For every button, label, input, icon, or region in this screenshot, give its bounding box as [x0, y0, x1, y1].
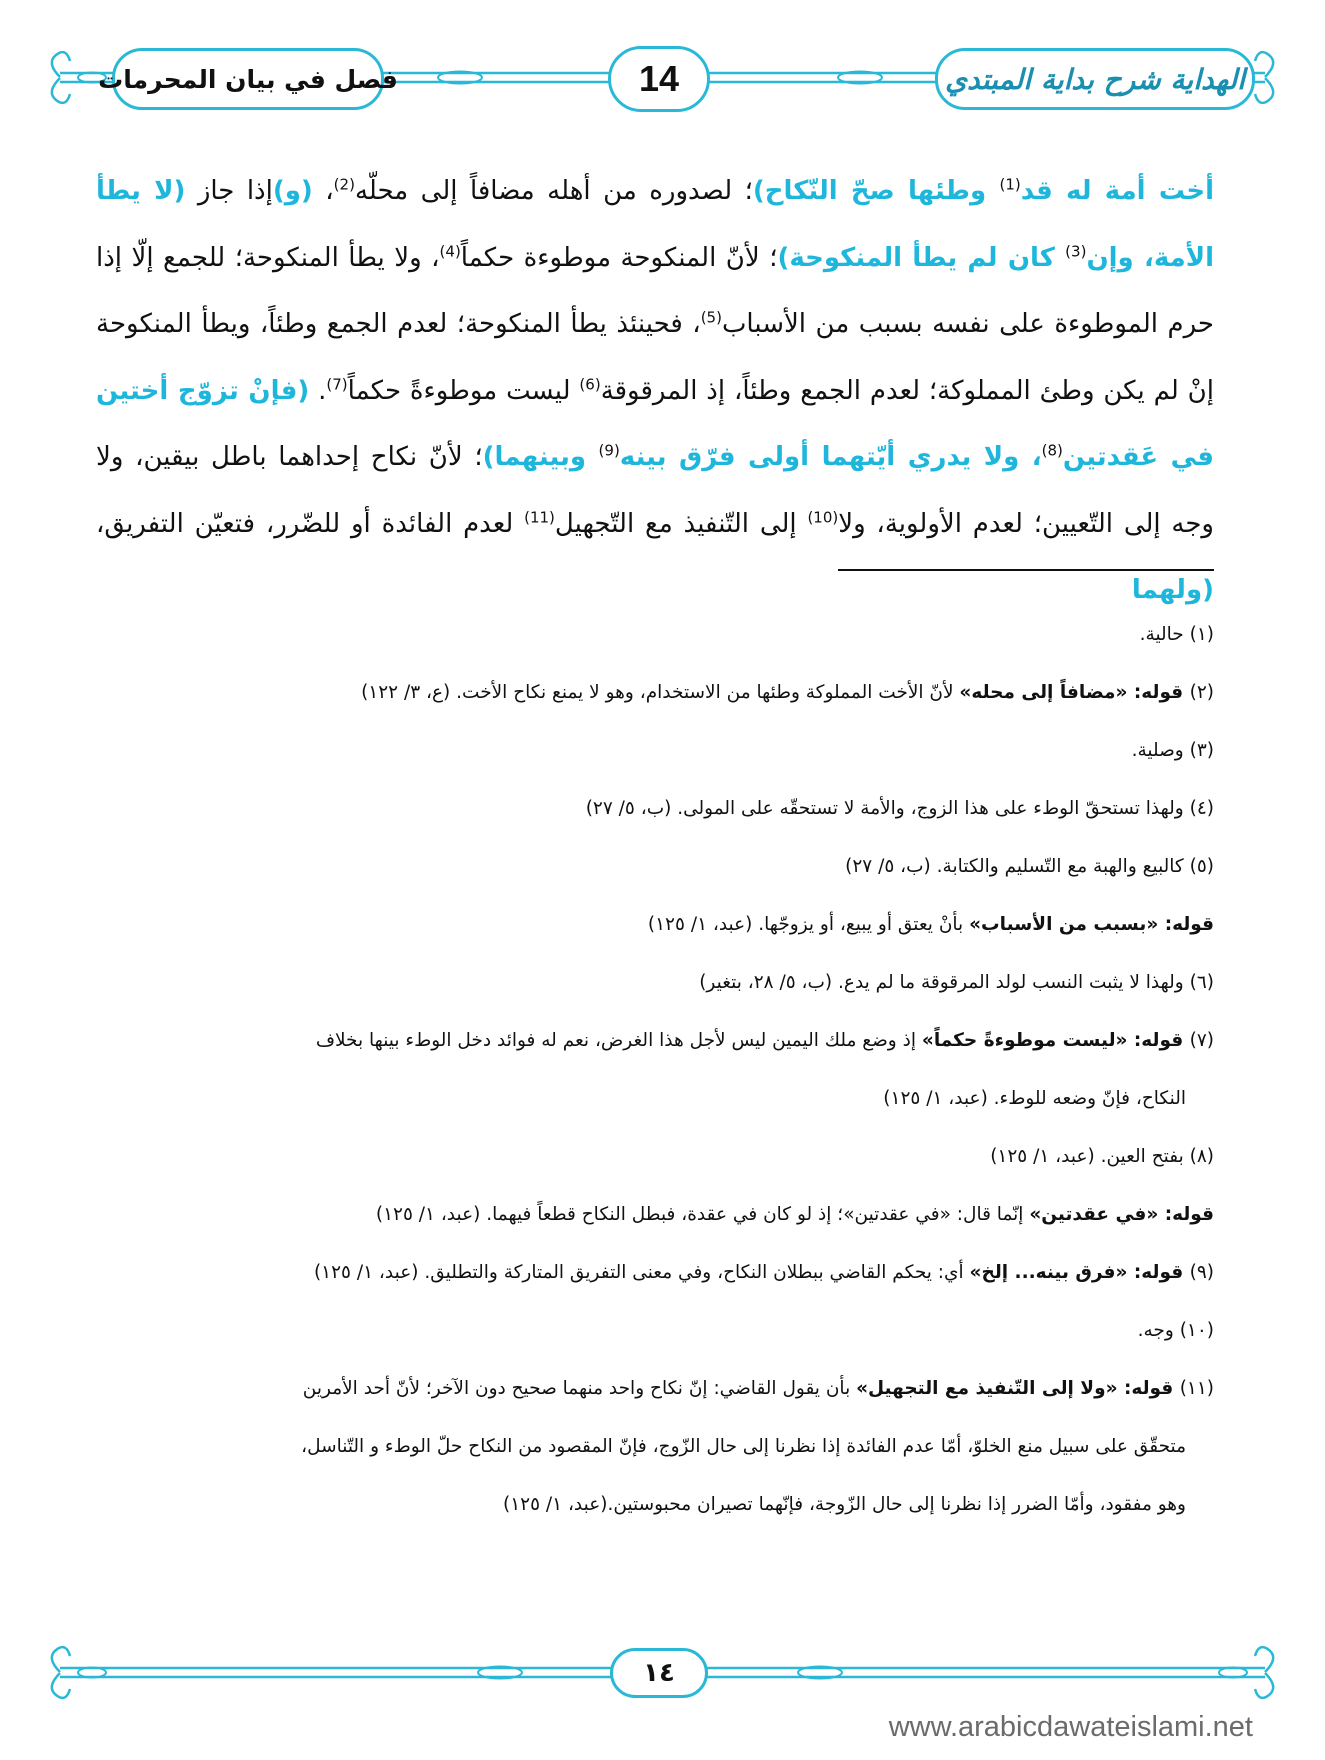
footnote	[96, 1128, 1214, 1186]
footnote-text: ولهذا لا يثبت النسب لولد المرقوقة ما لم يدع. (ب، ٥/ ٢٨، بتغير)	[699, 972, 1190, 993]
footnote-ref[interactable]: (1)	[999, 175, 1021, 194]
book-title-badge	[935, 48, 1255, 110]
footnote-ref[interactable]: (8)	[1041, 441, 1063, 460]
matn-text: (و)	[272, 176, 313, 206]
commentary-text: ؛ لأنّ نكاح إحداهما باطل بيقين، ولا وجه إلى التّعيين؛ لعدم الأولوية، ولا	[96, 442, 1214, 539]
footnote-number: (٧)	[1189, 1030, 1214, 1051]
footnote-number: (٥)	[1189, 856, 1214, 877]
commentary-text: ، ولا يطأ المنكوحة؛ للجمع إلّا إذا حرم الموطوءة على نفسه بسبب من الأسباب	[96, 242, 1214, 339]
footnote-ref[interactable]: (10)	[807, 507, 839, 526]
book-title: الهداية شرح بداية المبتدي	[945, 62, 1245, 96]
footnote	[96, 606, 1214, 664]
footnote-text: وجه.	[1137, 1320, 1180, 1341]
chapter-title: فصل في بيان المحرمات	[98, 64, 398, 94]
footnote-ref[interactable]: (5)	[700, 308, 722, 327]
commentary-text: ، فحينئذ يطأ المنكوحة؛ لعدم الجمع وطئاً، ويطأ المنكوحة إنْ لم يكن وطئ المملوكة؛ لعدم الجمع وطئاً، إذ المرقوقة	[96, 309, 1215, 406]
footnote	[96, 1360, 1214, 1418]
footnote-ref[interactable]: (7)	[326, 374, 348, 393]
matn-text: وطئها صحّ النّكاح)	[752, 176, 1000, 206]
footnote-number: (١)	[1189, 624, 1214, 645]
footnote	[96, 1012, 1214, 1070]
commentary-text: لعدم الفائدة أو للضّرر، فتعيّن التفريق،	[96, 508, 525, 539]
footnote-text: بأن يقول القاضي: إنّ نكاح واحد منهما صحيح دون الآخر؛ لأنّ أحد الأمرين	[302, 1378, 857, 1399]
header-page-number: 14	[638, 58, 680, 99]
website-url[interactable]: www.arabicdawateislami.net	[888, 1711, 1253, 1743]
footnote-lemma: قوله: «بسبب من الأسباب»	[969, 914, 1214, 935]
footnote	[96, 1244, 1214, 1302]
footnote-ref[interactable]: (2)	[333, 175, 355, 194]
footnote-text: ولهذا تستحقّ الوطء على هذا الزوج، والأمة لا تستحقّه على المولى. (ب، ٥/ ٢٧)	[585, 798, 1190, 819]
footnote-ref[interactable]: (6)	[579, 374, 601, 393]
footnote-number: (٦)	[1189, 972, 1214, 993]
footnote-text: أي: يحكم القاضي ببطلان النكاح، وفي معنى التفريق المتاركة والتطليق. (عبد، ١/ ١٢٥)	[313, 1262, 970, 1283]
footnote-text: وصلية.	[1131, 740, 1190, 761]
footnote-text: وهو مفقود، وأمّا الضرر إذا نظرنا إلى حال الزّوجة، فإنّهما تصيران محبوستين.(عبد، ١/ ١٢٥)	[502, 1494, 1186, 1515]
commentary-text: .	[309, 375, 327, 406]
footnote-text: بأنْ يعتق أو يبيع، أو يزوجّها. (عبد، ١/ ١٢٥)	[647, 914, 970, 935]
footnote	[96, 954, 1214, 1012]
matn-text: كان لم يطأ المنكوحة)	[777, 242, 1066, 273]
commentary-text: إلى التّنفيذ مع التّجهيل	[554, 508, 808, 539]
footnote	[96, 1186, 1214, 1244]
footnote-text: حالية.	[1139, 624, 1190, 645]
footnote-number: (٤)	[1189, 798, 1214, 819]
matn-text: أخت أمة له قد	[1020, 176, 1215, 206]
footnote	[96, 1070, 1214, 1128]
footnote-number: (٩)	[1189, 1262, 1214, 1283]
commentary-text: ؛ لصدوره من أهله مضافاً إلى محلّه	[354, 176, 753, 206]
footnote-number: (٨)	[1189, 1146, 1214, 1167]
footnote-separator	[838, 569, 1214, 571]
matn-text: (ولهما	[1131, 575, 1214, 605]
footnote-text: كالبيع والهبة مع التّسليم والكتابة. (ب، ٥/ ٢٧)	[845, 856, 1190, 877]
footnote-text: إذ وضع ملك اليمين ليس لأجل هذا الغرض، نعم له فوائد دخل الوطء بينها بخلاف	[315, 1030, 922, 1051]
header-page-number-badge	[608, 46, 710, 112]
footnote-number: (١١)	[1179, 1378, 1214, 1399]
footnote-lemma: قوله: «مضافاً إلى محله»	[959, 682, 1190, 703]
footnote	[96, 838, 1214, 896]
footnote	[96, 664, 1214, 722]
footnote-ref[interactable]: (9)	[598, 441, 620, 460]
footnote-ref[interactable]: (4)	[439, 241, 461, 260]
footnotes	[96, 606, 1214, 1534]
footnote	[96, 722, 1214, 780]
footnote-lemma: قوله: «ليست موطوءةً حكماً»	[921, 1030, 1190, 1051]
chapter-title-badge	[98, 48, 398, 110]
commentary-text: ؛ لأنّ المنكوحة موطوءة حكماً	[460, 242, 778, 273]
commentary-text: ،	[312, 176, 334, 206]
footnote-ref[interactable]: (11)	[524, 507, 555, 526]
footer-page-number: ١٤	[643, 1658, 675, 1688]
footnote-ref[interactable]: (3)	[1065, 241, 1087, 260]
footnote	[96, 1476, 1214, 1534]
matn-text: (لا يطأ الأمة، وإن	[96, 176, 1214, 273]
footnote-number: (١٠)	[1179, 1320, 1214, 1341]
footnote-text: النكاح، فإنّ وضعه للوطء. (عبد، ١/ ١٢٥)	[883, 1088, 1186, 1109]
footnote	[96, 780, 1214, 838]
footer-page-number-badge	[610, 1648, 708, 1698]
footnote-lemma: قوله: «فرق بينه... إلخ»	[969, 1262, 1190, 1283]
footnote-number: (٣)	[1189, 740, 1214, 761]
footnote-lemma: قوله: «ولا إلى التّنفيذ مع التجهيل»	[856, 1378, 1180, 1399]
footnote-lemma: قوله: «في عقدتين»	[1029, 1204, 1214, 1225]
main-text	[96, 158, 1214, 624]
footnote-text: إنّما قال: «في عقدتين»؛ إذ لو كان في عقدة، فبطل النكاح قطعاً فيهما. (عبد، ١/ ١٢٥)	[375, 1204, 1030, 1225]
commentary-text: ليست موطوءةً حكماً	[347, 375, 580, 406]
matn-text: ، ولا يدري أيّتهما أولى فرّق بينه	[619, 442, 1042, 472]
matn-text: وبينهما)	[482, 442, 599, 472]
footnote	[96, 1302, 1214, 1360]
footnote-number: (٢)	[1189, 682, 1214, 703]
footnote-text: متحقّق على سبيل منع الخلوّ، أمّا عدم الفائدة إذا نظرنا إلى حال الزّوج، فإنّ المقصود من النكاح حلّ الوطء و التّناسل،	[301, 1436, 1186, 1457]
matn-text: (فإنْ تزوّج أختين في عَقدتين	[96, 375, 1214, 472]
footnote	[96, 1418, 1214, 1476]
commentary-text: إذا جاز	[185, 176, 273, 206]
footnote	[96, 896, 1214, 954]
footnote-text: لأنّ الأخت المملوكة وطئها من الاستخدام، وهو لا يمنع نكاح الأخت. (ع، ٣/ ١٢٢)	[361, 682, 960, 703]
footnote-text: بفتح العين. (عبد، ١/ ١٢٥)	[990, 1146, 1190, 1167]
